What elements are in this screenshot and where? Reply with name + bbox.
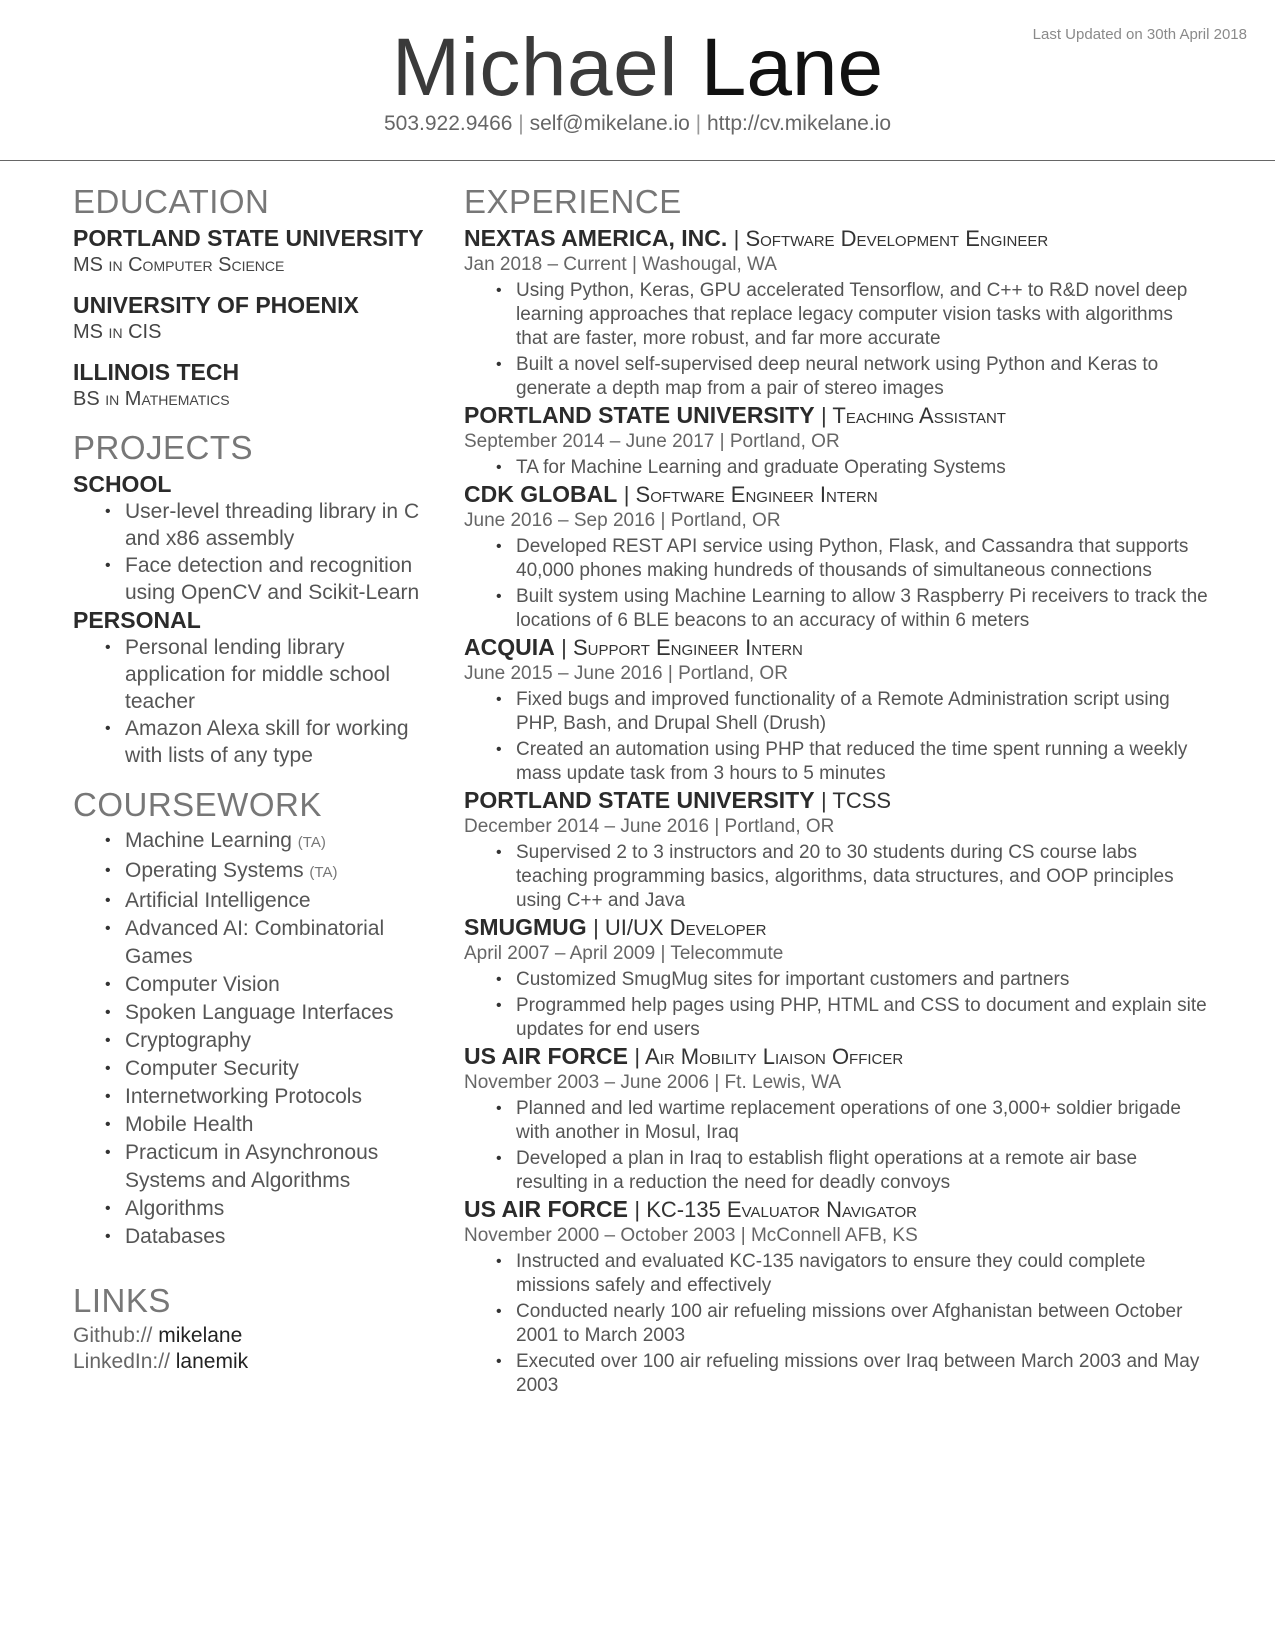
personal-projects-title: PERSONAL (73, 607, 201, 633)
links-section (73, 1279, 443, 1375)
education-section (73, 180, 443, 412)
list-item: • Spoken Language Interfaces (125, 999, 443, 1027)
experience-section (464, 180, 1209, 1398)
list-item: • User-level threading library in C and x86 assembly (125, 498, 443, 552)
job-dates-location: June 2016 – Sep 2016 | Portland, OR (464, 510, 781, 531)
job-dates-location: June 2015 – June 2016 | Portland, OR (464, 663, 788, 684)
school-projects-title: SCHOOL (73, 471, 172, 497)
last-name: Lane (700, 22, 884, 113)
list-item: • Fixed bugs and improved functionality of a Remote Administration script using PHP, Bash, and Drupal Shell (Drush) (516, 688, 1209, 736)
list-item: • Executed over 100 air refueling missions over Iraq between March 2003 and May 2003 (516, 1350, 1209, 1398)
job-entry (464, 224, 1209, 401)
resume-name (0, 18, 1275, 118)
contact-line (0, 112, 1275, 136)
job-entry (464, 633, 1209, 786)
job-entry (464, 401, 1209, 480)
job-dates-location: November 2000 – October 2003 | McConnell AFB, KS (464, 1225, 918, 1246)
left-column (73, 180, 443, 1375)
company-name: ACQUIA (464, 634, 555, 660)
school-name: PORTLAND STATE UNIVERSITY (73, 225, 424, 251)
degree: MS in CIS (73, 321, 162, 343)
job-dates-location: November 2003 – June 2006 | Ft. Lewis, WA (464, 1072, 842, 1093)
job-role: | Support Engineer Intern (561, 635, 803, 660)
ta-tag: (TA) (297, 834, 326, 851)
list-item: • TA for Machine Learning and graduate Operating Systems (516, 456, 1209, 480)
job-role: | Air Mobility Liaison Officer (634, 1044, 904, 1069)
list-item: • Customized SmugMug sites for important customers and partners (516, 968, 1209, 992)
list-item: • Mobile Health (125, 1111, 443, 1139)
list-item: • Cryptography (125, 1027, 443, 1055)
github-link[interactable]: Github:// mikelane (73, 1324, 243, 1347)
experience-title: EXPERIENCE (464, 183, 682, 220)
list-item: • Artificial Intelligence (125, 887, 443, 915)
list-item: • Programmed help pages using PHP, HTML and CSS to document and explain site updates for end users (516, 994, 1209, 1042)
job-entry (464, 786, 1209, 913)
list-item: • Computer Vision (125, 971, 443, 999)
phone: 503.922.9466 (383, 112, 513, 135)
list-item: • Supervised 2 to 3 instructors and 20 to 30 students during CS course labs teaching programming basics, algorithms, data structures, and OOP principles using C++ and Java (516, 841, 1209, 913)
education-title: EDUCATION (73, 183, 270, 220)
job-entry (464, 1195, 1209, 1398)
job-entry (464, 913, 1209, 1042)
list-item: • Internetworking Protocols (125, 1083, 443, 1111)
separator: | (518, 112, 524, 135)
list-item: • Using Python, Keras, GPU accelerated Tensorflow, and C++ to R&D novel deep learning approaches that replace legacy computer vision tasks with algorithms that are faster, more robust, and far more accurate (516, 279, 1209, 351)
list-item: • Personal lending library application for middle school teacher (125, 634, 443, 715)
degree: BS in Mathematics (73, 388, 230, 410)
last-updated: Last Updated on 30th April 2018 (1032, 26, 1247, 43)
coursework-list (73, 827, 443, 1251)
list-item: • Machine Learning (TA) (125, 827, 443, 857)
school-name: ILLINOIS TECH (73, 359, 240, 385)
list-item: • Built system using Machine Learning to allow 3 Raspberry Pi receivers to track the locations of 6 BLE beacons to an accuracy of within 6 meters (516, 585, 1209, 633)
list-item: • Advanced AI: Combinatorial Games (125, 915, 443, 971)
job-role: | Software Engineer Intern (623, 482, 878, 507)
list-item: • Databases (125, 1223, 443, 1251)
email-link[interactable]: self@mikelane.io (529, 112, 690, 135)
linkedin-link[interactable]: LinkedIn:// lanemik (73, 1350, 249, 1373)
list-item: • Planned and led wartime replacement operations of one 3,000+ soldier brigade with another in Mosul, Iraq (516, 1097, 1209, 1145)
job-role: | Software Development Engineer (733, 226, 1049, 251)
school-name: UNIVERSITY OF PHOENIX (73, 292, 359, 318)
website-link[interactable]: http://cv.mikelane.io (706, 112, 892, 135)
school-projects-list (73, 498, 443, 606)
projects-title: PROJECTS (73, 429, 254, 466)
company-name: NEXTAS AMERICA, INC. (464, 225, 728, 251)
job-dates-location: December 2014 – June 2016 | Portland, OR (464, 816, 835, 837)
company-name: CDK GLOBAL (464, 481, 618, 507)
first-name: Michael (391, 22, 678, 113)
list-item: • Conducted nearly 100 air refueling missions over Afghanistan between October 2001 to March 2003 (516, 1300, 1209, 1348)
list-item: • Created an automation using PHP that reduced the time spent running a weekly mass update task from 3 hours to 5 minutes (516, 738, 1209, 786)
list-item: • Developed REST API service using Python, Flask, and Cassandra that supports 40,000 phones making hundreds of thousands of simultaneous connections (516, 535, 1209, 583)
company-name: US AIR FORCE (464, 1196, 628, 1222)
list-item: • Amazon Alexa skill for working with lists of any type (125, 715, 443, 769)
ta-tag: (TA) (309, 864, 338, 881)
company-name: PORTLAND STATE UNIVERSITY (464, 402, 815, 428)
company-name: SMUGMUG (464, 914, 587, 940)
job-dates-location: September 2014 – June 2017 | Portland, OR (464, 431, 840, 452)
job-entry (464, 1042, 1209, 1195)
job-role: | Teaching Assistant (820, 403, 1006, 428)
personal-projects-list (73, 634, 443, 769)
job-role: | UI/UX Developer (593, 915, 767, 940)
company-name: US AIR FORCE (464, 1043, 628, 1069)
list-item: • Instructed and evaluated KC-135 navigators to ensure they could complete missions safely and effectively (516, 1250, 1209, 1298)
header-divider (0, 160, 1275, 161)
projects-section (73, 426, 443, 769)
degree: MS in Computer Science (73, 254, 285, 276)
job-dates-location: Jan 2018 – Current | Washougal, WA (464, 254, 777, 275)
job-role: | TCSS (820, 788, 892, 813)
coursework-section (73, 783, 443, 1251)
list-item: • Computer Security (125, 1055, 443, 1083)
list-item: • Face detection and recognition using OpenCV and Scikit-Learn (125, 552, 443, 606)
list-item: • Built a novel self-supervised deep neural network using Python and Keras to generate a depth map from a pair of stereo images (516, 353, 1209, 401)
list-item: • Operating Systems (TA) (125, 857, 443, 887)
job-dates-location: April 2007 – April 2009 | Telecommute (464, 943, 784, 964)
job-role: | KC-135 Evaluator Navigator (634, 1197, 917, 1222)
job-entry (464, 480, 1209, 633)
list-item: • Developed a plan in Iraq to establish flight operations at a remote air base resulting in a reduction the need for deadly convoys (516, 1147, 1209, 1195)
links-title: LINKS (73, 1282, 171, 1319)
list-item: • Algorithms (125, 1195, 443, 1223)
coursework-title: COURSEWORK (73, 786, 322, 823)
company-name: PORTLAND STATE UNIVERSITY (464, 787, 815, 813)
separator: | (695, 112, 702, 135)
list-item: • Practicum in Asynchronous Systems and Algorithms (125, 1139, 443, 1195)
